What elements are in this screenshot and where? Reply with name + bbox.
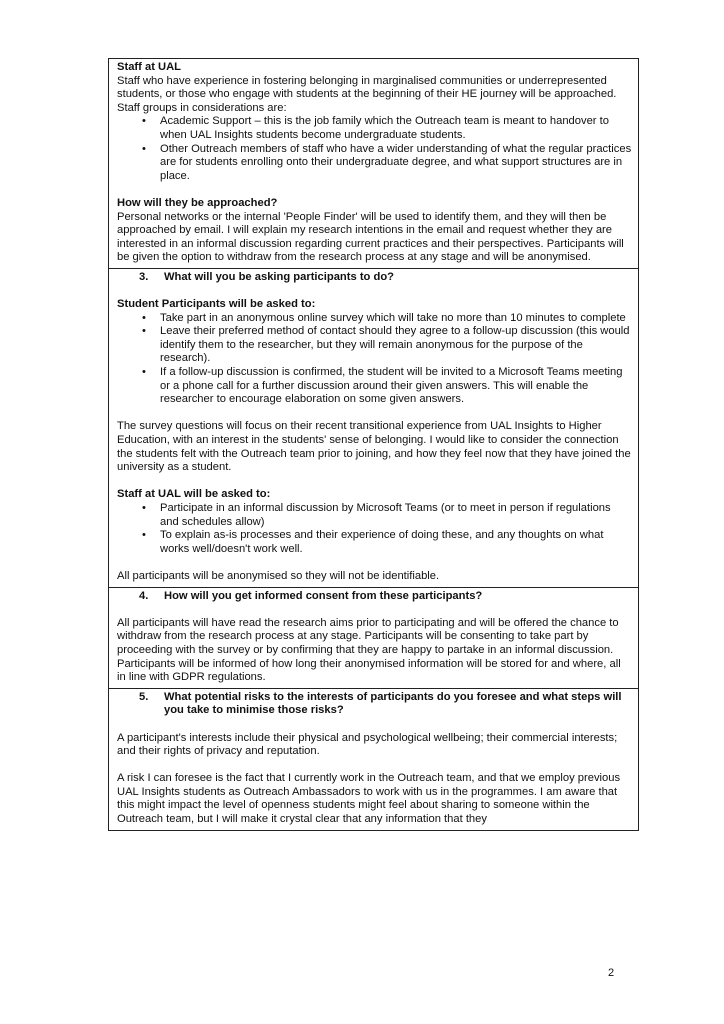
consent-text: All participants will have read the research aims prior to participating and will be offered the chance to withdraw from the research process at any stage. Participants will be consenting to take part by proceeding with the survey or by confirming that they are happy to partake in an informal discussion. Participants will be informed of how long their anonymised information will be stored for and where, all in line with GDPR regulations. (117, 616, 621, 684)
list-item: • Other Outreach members of staff who have a wider understanding of what the regular practices are for students enrolling onto their undergraduate degree, and what support structures are in place. (117, 143, 632, 184)
page-number: 2 (608, 967, 615, 979)
staff-section-cell (109, 59, 638, 268)
list-item: • Participate in an informal discussion by Microsoft Teams (or to meet in person if regulations and schedules allow) (117, 502, 632, 529)
form-table (108, 58, 639, 831)
question-5-heading (117, 691, 632, 718)
question-4-cell (109, 587, 638, 688)
risk-text: A risk I can foresee is the fact that I currently work in the Outreach team, and that we employ previous UAL Insights students as Outreach Ambassadors to work with us in the programmes. I am aware that this might impact the level of openness students might feel about sharing to someone within the Outreach team, but I will make it crystal clear that any information that they (117, 772, 621, 826)
list-item: • To explain as-is processes and their experience of doing these, and any thoughts on what works well/doesn't work well. (117, 529, 632, 556)
interests-text: A participant's interests include their physical and psychological wellbeing; their commercial interests; and their rights of privacy and reputation. (117, 731, 618, 758)
question-title: How will you get informed consent from these participants? (164, 589, 483, 602)
question-3-heading (117, 271, 632, 285)
question-3-cell (109, 268, 638, 587)
staff-tasks-list (117, 502, 632, 556)
staff-intro: Staff who have experience in fostering belonging in marginalised communities or underrepresented students, or those who engage with students at the beginning of their HE journey will be approached. Staff groups in considerations are: (117, 74, 617, 114)
staff-heading: Staff at UAL (117, 61, 182, 73)
question-title: What will you be asking participants to do? (164, 270, 394, 283)
question-number: 4. (139, 589, 149, 602)
survey-text: The survey questions will focus on their recent transitional experience from UAL Insights to Higher Education, with an interest in the students' sense of belonging. I would like to consider the connection the students felt with the Outreach team prior to joining, and how they feel now that they have joined the university as a student. (117, 420, 631, 474)
list-item: • Academic Support – this is the job family which the Outreach team is meant to handover to when UAL Insights students become undergraduate students. (117, 115, 632, 142)
question-title: What potential risks to the interests of participants do you foresee and what steps will you take to minimise those risks? (164, 690, 622, 717)
approach-text: Personal networks or the internal 'People Finder' will be used to identify them, and they will then be approached by email. I will explain my research intentions in the email and request whether they are interested in an informal discussion regarding current practices and their perspectives. Participants will be given the option to withdraw from the research process at any stage and will be anonymised. (117, 210, 624, 264)
question-5-cell (109, 688, 638, 830)
question-number: 5. (139, 690, 149, 703)
question-4-heading (117, 590, 632, 604)
list-item: • Leave their preferred method of contact should they agree to a follow-up discussion (this would identify them to the researcher, but they will remain anonymous for the purpose of the research). (117, 325, 632, 366)
students-heading: Student Participants will be asked to: (117, 298, 316, 311)
anonymised-note: All participants will be anonymised so they will not be identifiable. (117, 569, 440, 582)
list-item: • Take part in an anonymous online survey which will take no more than 10 minutes to complete (117, 312, 632, 326)
staff-tasks-heading: Staff at UAL will be asked to: (117, 488, 271, 501)
approach-heading: How will they be approached? (117, 196, 278, 209)
staff-groups-list (117, 115, 632, 183)
list-item: • If a follow-up discussion is confirmed, the student will be invited to a Microsoft Teams meeting or a phone call for a further discussion around their given answers. This will enable the researcher to encourage elaboration on some given answers. (117, 366, 632, 407)
student-tasks-list (117, 312, 632, 407)
question-number: 3. (139, 270, 149, 283)
